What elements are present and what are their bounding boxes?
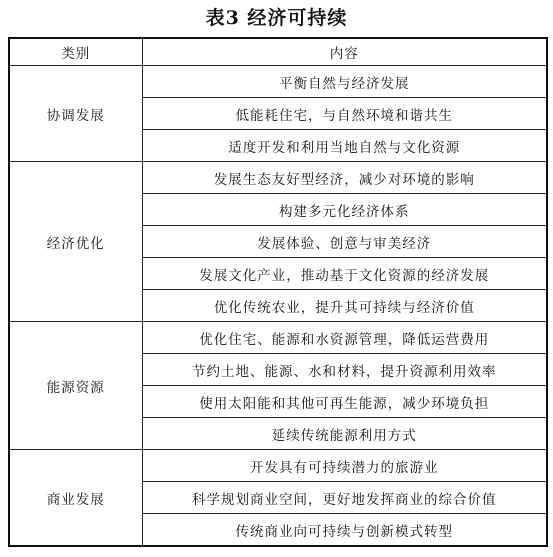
content-cell: 节约土地、能源、水和材料，提升资源利用效率: [142, 354, 547, 386]
content-cell: 传统商业向可持续与创新模式转型: [142, 514, 547, 547]
category-cell: 协调发展: [9, 66, 142, 162]
header-row: [9, 38, 547, 66]
content-cell: 优化住宅、能源和水资源管理，降低运营费用: [142, 322, 547, 354]
sustainability-table: [8, 37, 548, 547]
category-cell: 商业发展: [9, 450, 142, 547]
table-row: [9, 162, 547, 194]
content-cell: 发展文化产业，推动基于文化资源的经济发展: [142, 258, 547, 290]
table-title: 表3 经济可持续: [205, 7, 348, 29]
content-cell: 构建多元化经济体系: [142, 194, 547, 226]
content-cell: 发展体验、创意与审美经济: [142, 226, 547, 258]
content-cell: 低能耗住宅，与自然环境和谐共生: [142, 98, 547, 130]
header-category: 类别: [9, 38, 142, 66]
content-cell: 开发具有可持续潜力的旅游业: [142, 450, 547, 482]
category-cell: 经济优化: [9, 162, 142, 322]
content-cell: 延续传统能源利用方式: [142, 418, 547, 450]
content-cell: 科学规划商业空间，更好地发挥商业的综合价值: [142, 482, 547, 514]
table-row: [9, 322, 547, 354]
content-cell: 适度开发和利用当地自然与文化资源: [142, 130, 547, 162]
table-row: [9, 450, 547, 482]
category-cell: 能源资源: [9, 322, 142, 450]
content-cell: 平衡自然与经济发展: [142, 66, 547, 98]
content-cell: 使用太阳能和其他可再生能源，减少环境负担: [142, 386, 547, 418]
content-cell: 优化传统农业，提升其可持续与经济价值: [142, 290, 547, 322]
content-cell: 发展生态友好型经济，减少对环境的影响: [142, 162, 547, 194]
table-row: [9, 66, 547, 98]
header-content: 内容: [142, 38, 547, 66]
